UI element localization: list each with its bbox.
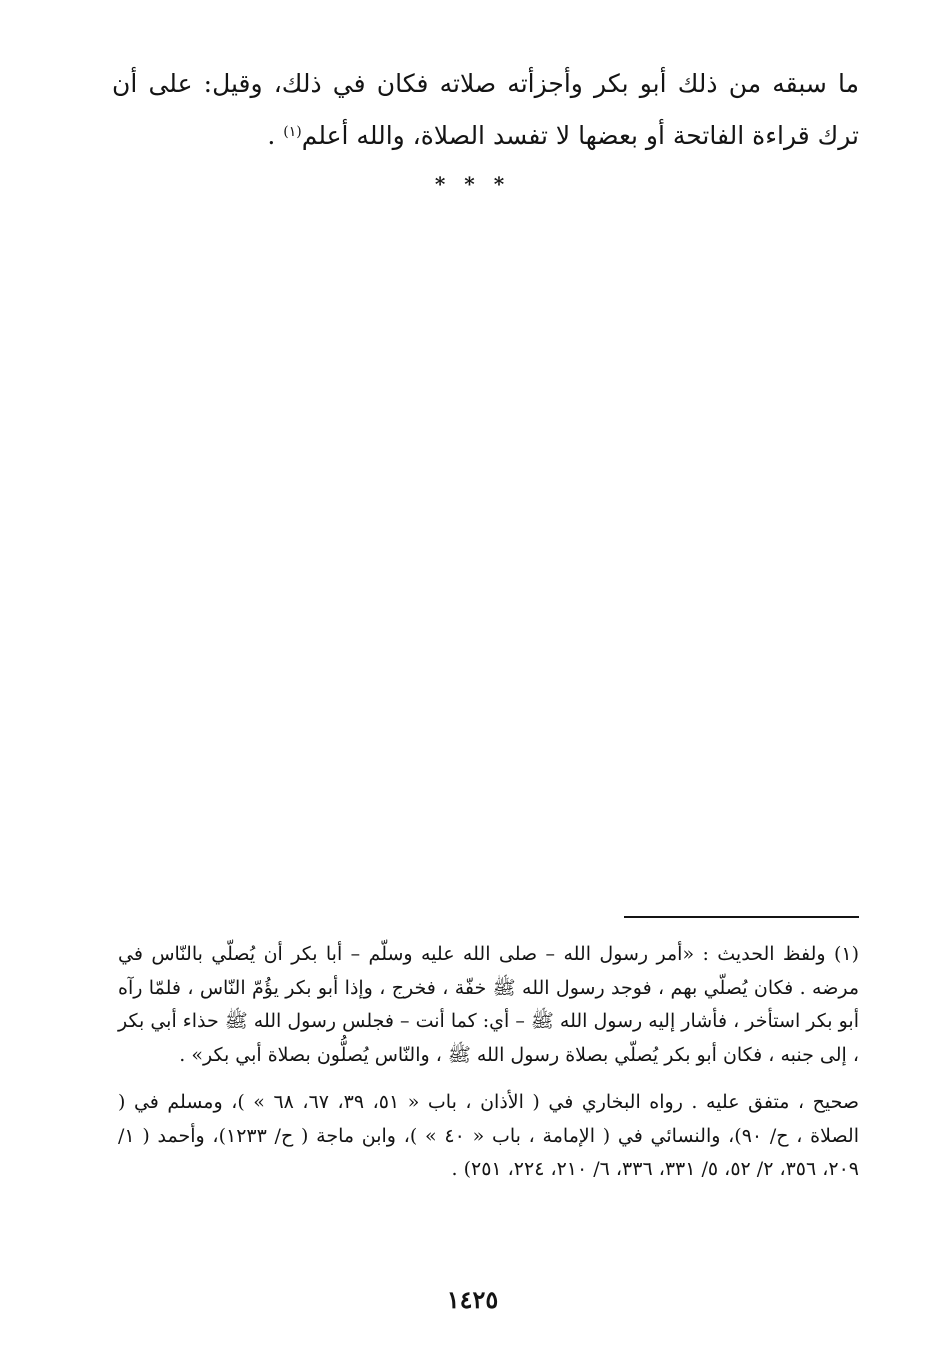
footnote-source-text: صحيح ، متفق عليه . رواه البخاري في ( الأذان ، باب « ٥١، ٣٩، ٦٧، ٦٨ » )، ومسلم في ( الصلاة ، ح/ ٩٠)، والنسائي في ( الإمامة ، باب « ٤٠ » )، وابن ماجة ( ح/ ١٢٣٣)، وأحمد ( ١/ ٢٠٩، ٣٥٦، ٢/ ٥٢، ٥/ ٣٣١، ٣٣٦، ٦/ ٢١٠، ٢٢٤، ٢٥١) . xyxy=(118,1091,860,1180)
page-number: ١٤٢٥ xyxy=(446,1285,499,1314)
footnote-ref-marker[interactable]: (١) xyxy=(283,124,302,140)
section-separator: * * * xyxy=(434,172,511,196)
main-body-text xyxy=(112,58,859,162)
footnote-hadith-text: (١) ولفظ الحديث : «أمر رسول الله – صلى الله عليه وسلّم – أبا بكر أن يُصلّي بالنّاس في مرضه . فكان يُصلّي بهم ، فوجد رسول الله ﷺ خفّة ، فخرج ، وإذا أبو بكر يؤُمّ النّاس ، فلمّا رآه أبو بكر استأخر ، فأشار إليه رسول الله ﷺ – أي: كما أنت – فجلس رسول الله ﷺ حذاء أبي بكر ، إلى جنبه ، فكان أبو بكر يُصلّي بصلاة رسول الله ﷺ ، والنّاس يُصلُّون بصلاة أبي بكر» . xyxy=(118,943,859,1066)
body-paragraph-text: ما سبقه من ذلك أبو بكر وأجزأته صلاته فكان في ذلك، وقيل: على أن ترك قراءة الفاتحة أو بعضها لا تفسد الصلاة، والله أعلم xyxy=(112,69,859,150)
footnotes-section xyxy=(118,938,859,1187)
body-paragraph-end: . xyxy=(267,121,284,150)
footnote-divider xyxy=(624,916,859,918)
body-paragraph xyxy=(112,58,859,162)
